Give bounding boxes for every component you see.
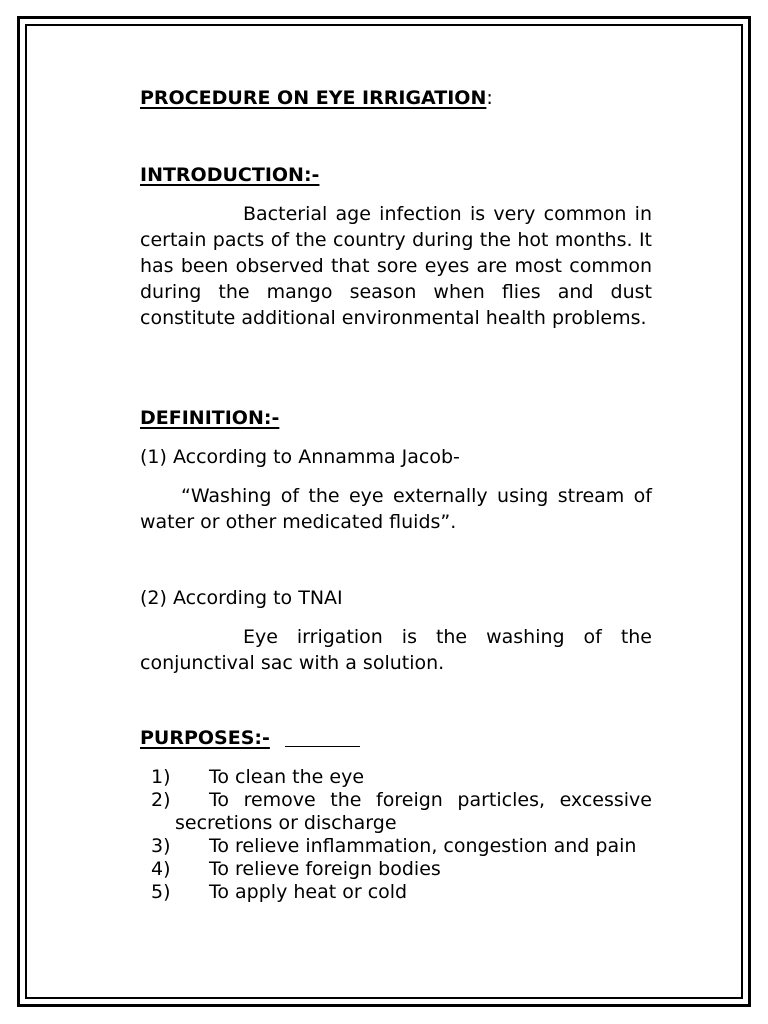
page-title [140,87,493,109]
list-item-number: 1) [151,766,171,788]
title-text: PROCEDURE ON EYE IRRIGATION [140,87,487,109]
introduction-heading: INTRODUCTION:- [140,164,320,186]
list-item-text: To remove the foreign particles, excessive secretions or discharge [175,789,652,834]
definition-text-2: Eye irrigation is the washing of the conjunctival sac with a solution. [140,626,652,674]
list-item-number: 5) [151,881,171,903]
definition-source-1: (1) According to Annamma Jacob- [140,446,460,468]
purposes-heading: PURPOSES:- [140,727,270,749]
list-item-text: To apply heat or cold [209,881,408,903]
list-item [140,835,652,858]
definition-heading: DEFINITION:- [140,407,280,429]
list-item [140,858,652,881]
list-item [140,789,652,835]
purposes-list [140,766,652,904]
definition-quote-1: “Washing of the eye externally using stream of water or other medicated fluids”. [140,485,652,533]
definition-source-2: (2) According to TNAI [140,587,343,609]
list-item [140,766,652,789]
purposes-underline-extension [285,746,360,747]
list-item-text: To clean the eye [209,766,365,788]
list-item-text: To relieve inflammation, congestion and pain [209,835,637,857]
list-item [140,881,652,904]
introduction-paragraph: Bacterial age infection is very common in certain pacts of the country during the hot months. It has been observed that sore eyes are most common during the mango season when flies and dust constitute additional environmental health problems. [140,203,652,329]
list-item-number: 2) [151,789,171,811]
list-item-number: 3) [151,835,171,857]
list-item-number: 4) [151,858,171,880]
list-item-text: To relieve foreign bodies [209,858,441,880]
title-suffix: : [486,87,493,109]
